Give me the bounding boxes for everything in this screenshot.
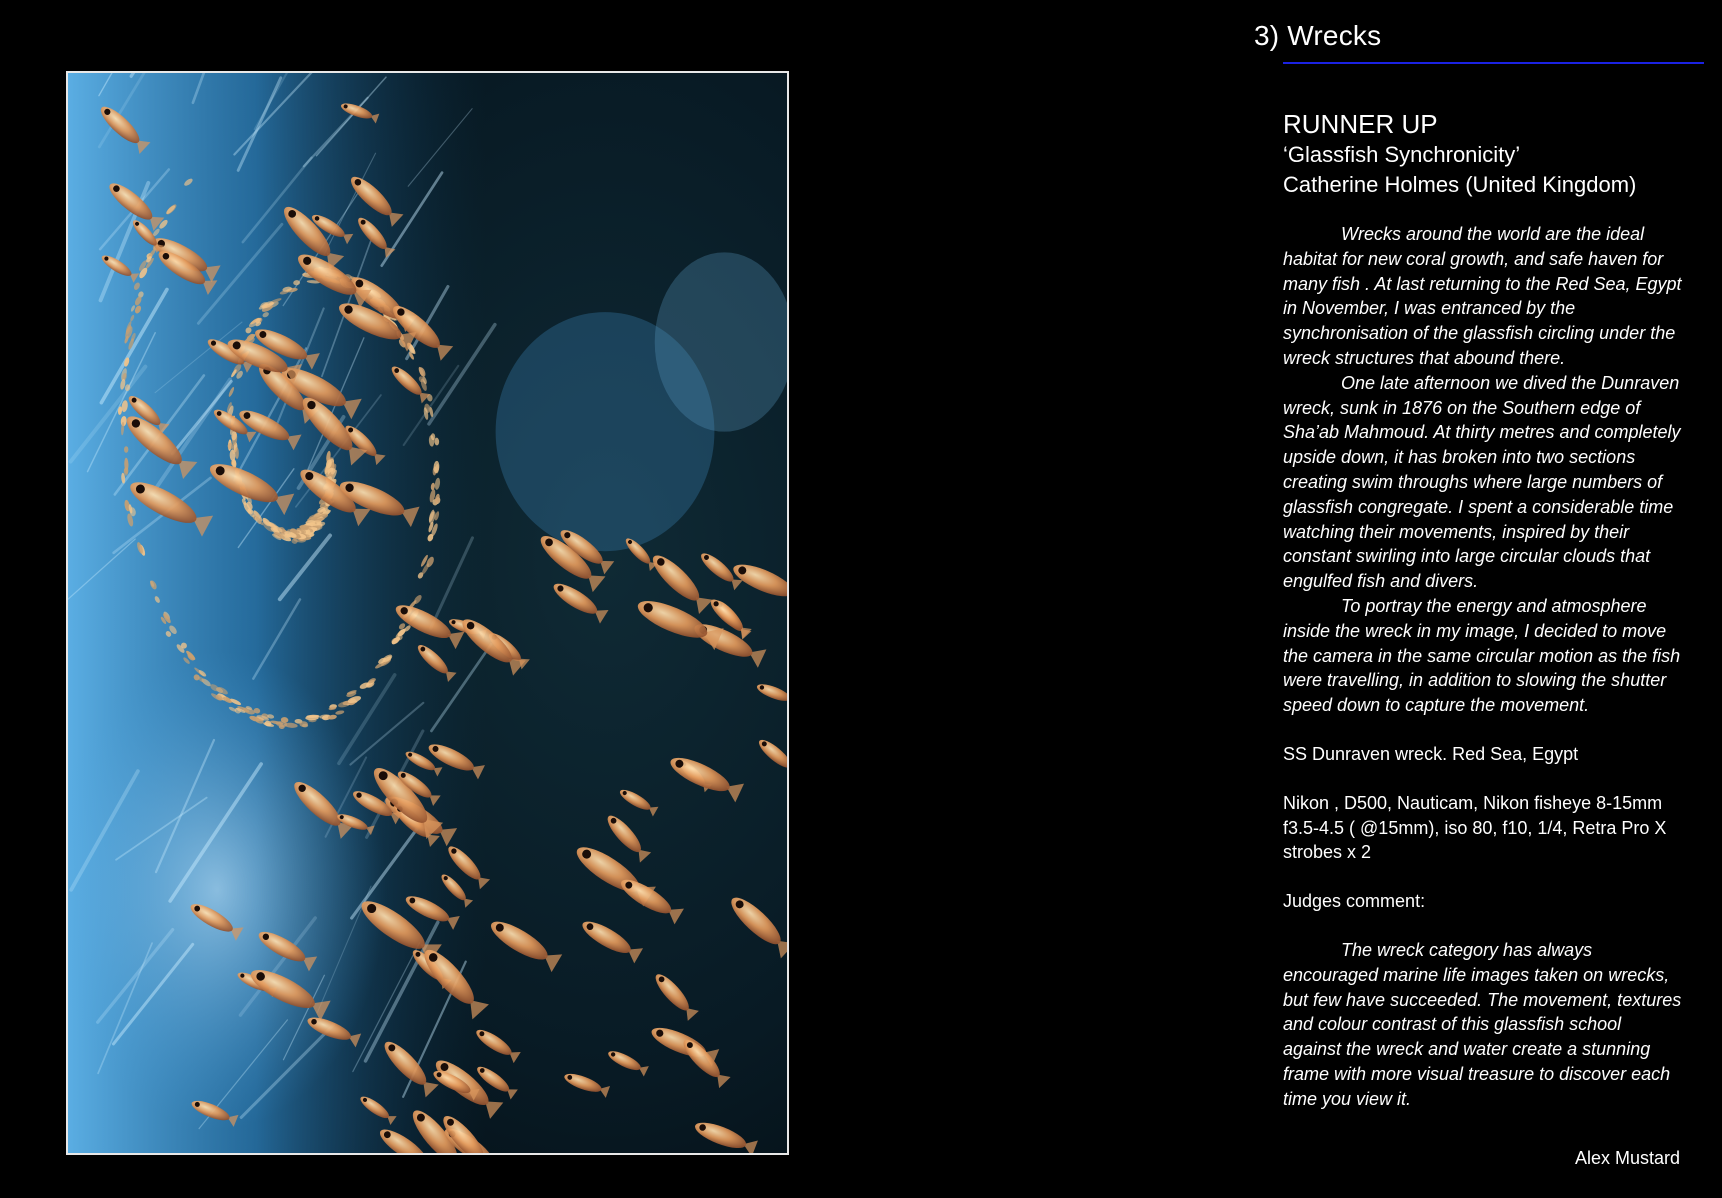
story-paragraph: To portray the energy and atmosphere inside the wreck in my image, I decided to move the camera in the same circular motion as the fish were travelling, in addition to slowing the shutter speed down to capture the movement. [1283,595,1681,716]
judges-comment: The wreck category has always encouraged marine life images taken on wrecks, but few have succeeded. The movement, textures and colour contrast of this glassfish school against the wreck and water create a stunning frame with more visual treasure to discover each time you view it. [1283,939,1682,1109]
photographer-name: Catherine Holmes (United Kingdom) [1283,172,1637,197]
photo-title: ‘Glassfish Synchronicity’ [1283,142,1521,167]
section-divider [1283,62,1704,64]
glassfish-photo [66,71,789,1155]
award-label: RUNNER UP [1283,109,1438,139]
entry-details [1283,108,1683,1130]
story-paragraph: Wrecks around the world are the ideal habitat for new coral growth, and safe haven for many fish . At last returning to the Red Sea, Egypt in November, I was entranced by the synchronisation of the glassfish circling under the wreck structures that abound there. [1283,224,1682,368]
photographer-story [1283,222,1683,718]
photo-location: SS Dunraven wreck. Red Sea, Egypt [1283,743,1579,764]
small-glassfish [124,446,128,453]
camera-equipment: Nikon , D500, Nauticam, Nikon fisheye 8-15mm f3.5-4.5 ( @15mm), iso 80, f10, 1/4, Retra Pro X strobes x 2 [1283,792,1667,863]
judge-name: Alex Mustard [1574,1148,1680,1168]
story-paragraph: One late afternoon we dived the Dunraven wreck, sunk in 1876 on the Southern edge of Sha’ab Mahmoud. At thirty metres and completely upside down, it has broken into two sections creating swim throughs where large numbers of glassfish congregate. I spent a considerable time watching their movements, inspired by their constant swirling into large circular clouds that engulfed fish and divers. [1283,372,1681,592]
judges-comment-label: Judges comment: [1283,891,1426,912]
section-title: 3) Wrecks [1254,20,1382,51]
glassfish-photo-image [68,73,787,1153]
